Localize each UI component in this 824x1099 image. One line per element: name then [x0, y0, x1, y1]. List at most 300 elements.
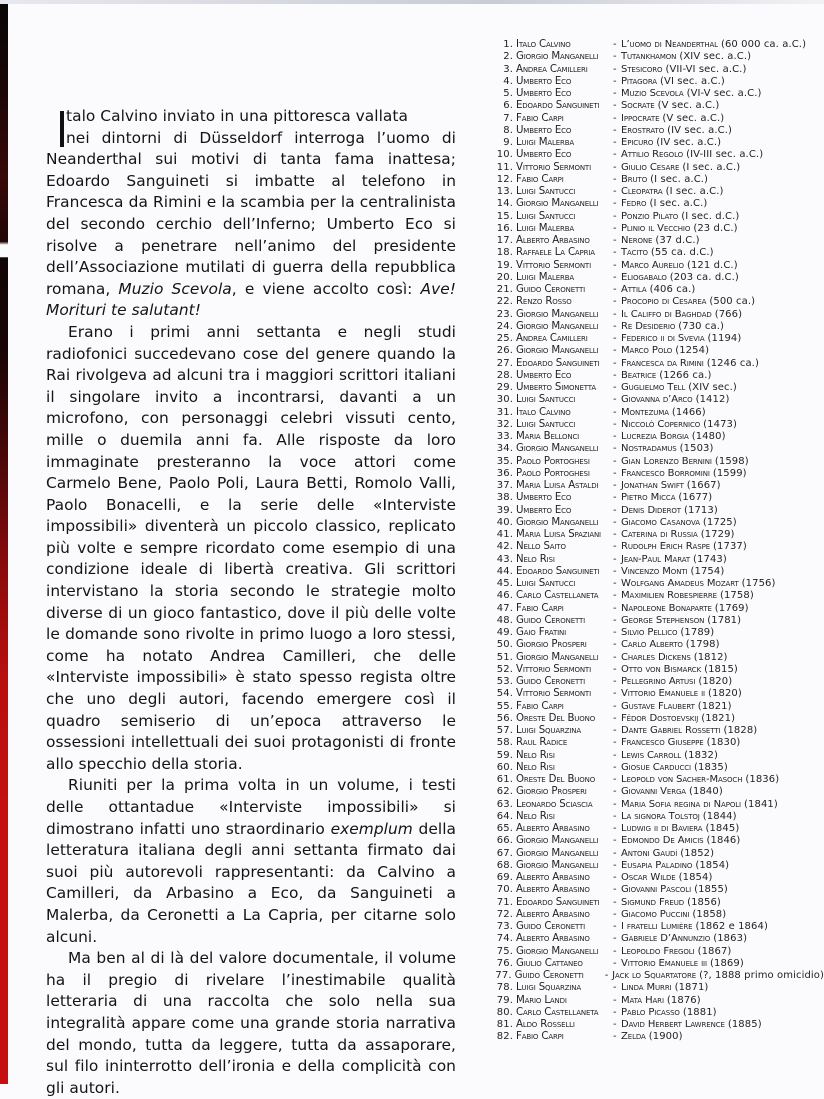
entry-separator: -	[613, 578, 617, 589]
entry-subject-name: Pietro Micca	[621, 492, 676, 504]
entry-subject-name: Attila	[621, 284, 647, 295]
entry-subject-name: L’uomo di Neanderthal	[621, 39, 718, 50]
entry-number: 8.	[503, 124, 513, 136]
entry-separator: -	[613, 173, 617, 185]
entry-subject-name: Giovanna d’Arco	[621, 394, 693, 406]
entry-date: (1832)	[684, 749, 718, 761]
entry-number: 18.	[496, 247, 513, 259]
index-entry	[494, 174, 824, 186]
entry-number: 61.	[496, 774, 513, 785]
entry-subject	[621, 64, 746, 76]
entry-number: 4.	[503, 75, 513, 87]
entry-number: 35.	[496, 455, 513, 467]
entry-separator: -	[613, 88, 617, 99]
entry-separator: -	[613, 982, 617, 994]
drop-cap-i	[60, 111, 64, 147]
entry-separator: -	[613, 75, 617, 87]
index-entry	[494, 603, 824, 615]
entry-date: (500 ca.)	[709, 296, 756, 308]
entry-separator: -	[613, 369, 617, 381]
entry-subject	[621, 358, 759, 370]
entry-separator: -	[613, 872, 617, 883]
entry-author: Umberto Eco	[516, 504, 572, 516]
entry-subject-name: Francesco Giuseppe	[621, 737, 704, 749]
entry-subject	[621, 480, 721, 492]
entry-subject-name: Ippocrate	[621, 112, 660, 124]
entry-separator: -	[613, 712, 617, 724]
entry-subject-name: Antoni Gaudí	[621, 847, 678, 859]
entry-separator: -	[613, 896, 617, 908]
index-entry	[494, 382, 824, 394]
entry-date: (1758)	[719, 590, 754, 602]
entry-subject	[621, 247, 714, 259]
entry-subject-name: Lucrezia Borgia	[621, 431, 689, 442]
paragraph-2: Erano i primi anni settanta e negli studi radiofonici succedevano cose del genere quando la Rai rivolgeva ad alcuni tra i maggiori scrittori italiani il singolare invito a incontrarsi, davanti a un microfono, con personaggi celebri vissuti cento, mille o duemila anni fa. Alle risposte da loro immaginate presteranno la voce attori come Carmelo Bene, Paolo Poli, Laura Betti, Romolo Valli, Paolo Bonacelli, e la serie delle «Interviste impossibili» diventerà un piccolo classico, replicato più volte e sempre ricordato come esempio di una condizione ideale di libertà creativa. Gli scrittori intervistano la storia secondo le strategie molto diverse di un gioco fantastico, dove il più delle volte le domande sono rivolte in primo luogo a loro stessi, come ha notato Andrea Camilleri, che delle «Interviste impossibili» è stato spesso regista oltre che uno degli autori, facendo emergere così il quadro semiserio di un’epoca attraverso le ossessioni intellettuali dei suoi protagonisti di fronte allo specchio della storia.	[46, 322, 456, 773]
entry-author: Leonardo Sciascia	[516, 798, 593, 810]
entry-date: (1855)	[694, 884, 728, 896]
entry-number: 5.	[503, 88, 513, 99]
entry-author: Fabio Carpi	[516, 700, 564, 712]
entry-number: 40.	[496, 516, 513, 528]
entry-subject-name: Giacomo Casanova	[621, 516, 700, 528]
entry-number: 37.	[496, 480, 513, 491]
entry-author: Edoardo Sanguineti	[516, 100, 600, 112]
entry-number: 22.	[496, 296, 513, 308]
entry-separator: -	[613, 541, 617, 553]
entry-subject	[621, 762, 728, 774]
index-entry	[494, 64, 824, 76]
entry-date: (1737)	[713, 541, 747, 553]
entry-number: 21.	[496, 284, 513, 295]
entry-separator: -	[613, 198, 617, 210]
paragraph-4: Ma ben al di là del valore documentale, il volume ha il pregio di rivelare l’inestimabile qualità letteraria di una raccolta che solo nella sua integralità appare come una grande storia narrativa del mondo, tutta da leggere, tutta da assaporare, sul filo ininterrotto dell’ironia e della complicità con gli autori.	[46, 949, 456, 1097]
index-entry	[494, 284, 824, 296]
entry-separator: -	[613, 467, 617, 479]
entry-subject	[621, 860, 729, 872]
entry-author: Umberto Eco	[516, 124, 572, 136]
index-entry	[494, 443, 824, 455]
paragraph-3: Riuniti per la prima volta in un volume, i testi delle ottantadue «Interviste impossibili» si dimostrano infatti uno straordinario exemplum della letteratura italiana degli anni settanta firmato dai suoi più autorevoli rappresentanti: da Calvino a Camilleri, da Arbasino a Eco, da Sanguineti a Malerba, da Ceronetti a La Capria, per citarne solo alcuni.	[46, 776, 457, 946]
entry-author: Italo Calvino	[516, 406, 571, 418]
entry-number: 43.	[496, 553, 513, 565]
entry-date: (I sec. a.C.)	[665, 186, 724, 197]
entry-subject	[621, 456, 749, 468]
entry-separator: -	[613, 651, 617, 663]
entry-subject-name: Jonathan Swift	[621, 480, 684, 491]
index-entry	[494, 505, 824, 517]
entry-subject	[621, 884, 728, 896]
entry-number: 3.	[503, 63, 513, 75]
entry-subject	[621, 627, 714, 639]
entry-number: 15.	[496, 210, 513, 222]
entry-subject	[621, 394, 729, 406]
entry-date: (1876)	[666, 994, 701, 1006]
entry-separator: -	[613, 431, 617, 442]
entry-author: Giorgio Manganelli	[516, 516, 599, 528]
entry-subject	[621, 272, 739, 284]
entry-date: (1856)	[687, 896, 721, 908]
entry-date: (37 d.C.)	[655, 235, 700, 246]
entry-separator: -	[613, 247, 617, 259]
entry-subject	[621, 774, 779, 786]
entry-number: 10.	[496, 149, 513, 161]
entry-subject-name: Giosue Carducci	[621, 761, 691, 773]
entry-author: Giorgio Manganelli	[516, 835, 599, 847]
index-entry	[494, 848, 824, 860]
entry-date: (1881)	[682, 1006, 717, 1018]
entry-separator: -	[613, 663, 617, 675]
entry-number: 73.	[496, 921, 513, 932]
entry-number: 42.	[496, 541, 513, 553]
index-entry	[494, 431, 824, 443]
entry-author: Nello Saito	[516, 541, 566, 553]
entry-subject	[621, 982, 708, 994]
entry-author: Guido Ceronetti	[516, 284, 586, 295]
entry-subject	[621, 113, 724, 125]
entry-subject	[621, 566, 724, 578]
entry-date: (1871)	[674, 982, 709, 994]
entry-date: (IV sec. a.C.)	[667, 124, 732, 136]
entry-author: Giorgio Manganelli	[516, 308, 599, 320]
entry-author: Giulio Cattaneo	[516, 957, 583, 969]
entry-separator: -	[613, 945, 617, 957]
entry-author: Giorgio Manganelli	[516, 443, 599, 455]
entry-number: 1.	[503, 39, 513, 50]
entry-subject-name: Guglielmo Tell	[621, 382, 686, 393]
entry-author: Umberto Eco	[516, 369, 572, 381]
entry-author: Luigi Malerba	[516, 137, 574, 148]
entry-author: Guido Ceronetti	[516, 614, 586, 626]
index-entry	[494, 750, 824, 762]
entry-subject	[621, 946, 731, 958]
entry-subject-name: Tacito	[621, 247, 648, 259]
top-edge-rule	[0, 0, 824, 4]
entry-author: Fabio Carpi	[516, 1031, 564, 1043]
entry-separator: -	[613, 443, 617, 455]
paragraph-1	[46, 106, 456, 322]
entry-number: 33.	[496, 431, 513, 442]
entry-author: Umberto Eco	[516, 149, 572, 161]
entry-subject	[621, 835, 740, 847]
entry-subject-name: Procopio di Cesarea	[621, 296, 707, 308]
index-entry	[494, 884, 824, 896]
entry-author: Umberto Simonetta	[516, 382, 596, 393]
entry-subject	[621, 799, 778, 811]
entry-author: Guido Ceronetti	[514, 970, 584, 981]
entry-date: (1246 ca.)	[706, 357, 759, 369]
entry-date: (1789)	[680, 627, 715, 638]
entry-subject	[621, 897, 721, 909]
entry-separator: -	[613, 847, 617, 859]
index-entry	[494, 652, 824, 664]
index-entry	[494, 321, 824, 333]
entry-date: (1473)	[703, 418, 738, 430]
entry-number: 48.	[496, 614, 513, 626]
entry-subject-name: Eusapia Paladino	[621, 859, 693, 871]
entry-author: Alberto Arbasino	[516, 933, 590, 945]
index-entry	[494, 223, 824, 235]
entry-separator: -	[613, 1006, 617, 1018]
index-entry	[494, 345, 824, 357]
entry-subject-name: Beatrice	[621, 369, 657, 381]
entry-author: Andrea Camilleri	[516, 333, 588, 344]
index-entry	[494, 198, 824, 210]
entry-author: Paolo Portoghesi	[516, 455, 590, 467]
entry-author: Maria Bellonci	[516, 431, 580, 442]
entry-number: 80.	[496, 1006, 513, 1018]
entry-separator: -	[613, 602, 617, 614]
entry-subject-name: Leopoldo Fregoli	[621, 945, 695, 957]
entry-separator: -	[613, 516, 617, 528]
entry-separator: -	[613, 271, 617, 283]
index-entry	[494, 113, 824, 125]
index-entry	[494, 676, 824, 688]
entry-separator: -	[613, 284, 617, 295]
entry-number: 7.	[503, 112, 513, 124]
entry-subject-name: Vittorio Emanuele iii	[621, 957, 707, 969]
entry-author: Alberto Arbasino	[516, 884, 590, 896]
entry-author: Luigi Squarzina	[516, 725, 581, 736]
entry-number: 62.	[496, 786, 513, 798]
entry-subject	[621, 786, 723, 798]
entry-date: (VI sec. a.C.)	[660, 75, 725, 87]
entry-author: Vittorio Sermonti	[516, 663, 591, 675]
entry-separator: -	[613, 676, 617, 687]
entry-author: Maria Luisa Spaziani	[516, 529, 601, 540]
entry-number: 77.	[495, 970, 512, 981]
index-entry	[494, 958, 824, 970]
entry-separator: -	[613, 823, 617, 834]
entry-separator: -	[613, 688, 617, 700]
entry-number: 30.	[496, 394, 513, 406]
entry-subject	[621, 909, 726, 921]
entry-number: 59.	[496, 749, 513, 761]
entry-author: Guido Ceronetti	[516, 921, 586, 932]
entry-author: Luigi Squarzina	[516, 982, 581, 994]
entry-number: 32.	[496, 418, 513, 430]
entry-date: (XIV sec.)	[688, 382, 737, 393]
entry-subject-name: Giacomo Puccini	[621, 908, 690, 920]
description-text	[46, 106, 456, 1099]
entry-number: 39.	[496, 504, 513, 516]
entry-subject-name: David Herbert Lawrence	[621, 1019, 725, 1030]
entry-separator: -	[613, 957, 617, 969]
entry-date: (1815)	[704, 663, 738, 675]
entry-separator: -	[613, 492, 617, 504]
entry-separator: -	[613, 406, 617, 418]
entry-separator: -	[613, 921, 617, 932]
entry-date: (1862 e 1864)	[695, 921, 768, 932]
entry-date: (1900)	[648, 1031, 683, 1043]
entry-subject-name: Giulio Cesare	[621, 161, 680, 173]
index-entry	[494, 982, 824, 994]
entry-number: 60.	[496, 761, 513, 773]
index-entry	[494, 823, 824, 835]
entry-subject	[621, 88, 761, 100]
index-entry	[494, 296, 824, 308]
entry-author: Vittorio Sermonti	[516, 161, 591, 173]
entry-separator: -	[613, 627, 617, 638]
red-spine-strip	[0, 4, 8, 1084]
index-entry	[494, 639, 824, 651]
entry-subject-name: Gian Lorenzo Bernini	[621, 455, 712, 467]
entry-author: Alberto Arbasino	[516, 908, 590, 920]
entry-author: Italo Calvino	[516, 39, 571, 50]
index-entry	[494, 260, 824, 272]
entry-author: Fabio Carpi	[516, 602, 564, 614]
entry-author: Renzo Rosso	[516, 296, 572, 308]
entry-separator: -	[613, 320, 617, 332]
entry-number: 58.	[496, 737, 513, 749]
index-entry	[494, 590, 824, 602]
entry-subject-name: Nerone	[621, 235, 653, 246]
entry-number: 49.	[496, 627, 513, 638]
entry-subject	[621, 149, 763, 161]
entry-author: Luigi Malerba	[516, 222, 574, 234]
index-entry	[494, 419, 824, 431]
index-entry	[494, 541, 824, 553]
entry-number: 44.	[496, 565, 513, 577]
index-entry	[494, 774, 824, 786]
entry-subject-name: Niccolò Copernico	[621, 418, 701, 430]
index-entry	[494, 578, 824, 590]
entry-subject	[621, 505, 718, 517]
entry-author: Carlo Castellaneta	[516, 590, 599, 602]
entry-number: 25.	[496, 333, 513, 344]
entry-subject-name: Francesco Borromini	[621, 467, 710, 479]
entry-date: (VII-VI sec. a.C.)	[665, 63, 747, 75]
entry-subject-name: Napoleone Bonaparte	[621, 602, 712, 614]
entry-subject-name: George Stephenson	[621, 614, 705, 626]
entry-author: Luigi Santucci	[516, 418, 576, 430]
entry-subject	[621, 260, 738, 272]
entry-author: Giorgio Prosperi	[516, 786, 587, 798]
entry-subject	[621, 603, 749, 615]
entry-subject	[621, 615, 741, 627]
entry-subject-name: Giovanni Pascoli	[621, 884, 692, 896]
entry-subject-name: Ludwig ii di Baviera	[621, 823, 703, 834]
entry-date: (55 ca. d.C.)	[650, 247, 714, 259]
entry-subject-name: Il Califfo di Baghdad	[621, 308, 712, 320]
entry-number: 20.	[496, 271, 513, 283]
entry-subject	[621, 370, 712, 382]
index-entry	[494, 211, 824, 223]
entry-subject	[621, 284, 695, 296]
entry-separator: -	[613, 835, 617, 847]
entry-date: (23 d.C.)	[693, 222, 738, 234]
entry-number: 36.	[496, 467, 513, 479]
entry-subject-name: Montezuma	[621, 406, 669, 418]
index-entry	[494, 394, 824, 406]
index-entry	[494, 799, 824, 811]
entry-author: Luigi Santucci	[516, 186, 576, 197]
entry-subject	[621, 198, 707, 210]
index-entry	[494, 897, 824, 909]
entry-subject-name: Wolfgang Amadeus Mozart	[621, 578, 739, 589]
entry-date: (1677)	[678, 492, 713, 504]
entry-number: 68.	[496, 859, 513, 871]
entry-number: 23.	[496, 308, 513, 320]
index-entry	[494, 946, 824, 958]
italic-muzio-scevola: Muzio Scevola	[118, 279, 232, 298]
entry-author: Fabio Carpi	[516, 112, 564, 124]
entry-subject	[621, 309, 742, 321]
entry-subject-name: Ponzio Pilato	[621, 210, 679, 222]
entry-author: Oreste Del Buono	[516, 774, 596, 785]
entry-subject	[621, 431, 726, 443]
entry-number: 74.	[496, 933, 513, 945]
index-entry	[494, 860, 824, 872]
entry-subject	[621, 995, 701, 1007]
entry-separator: -	[613, 565, 617, 577]
entry-author: Umberto Eco	[516, 75, 572, 87]
entry-date: (1852)	[680, 847, 715, 859]
entry-author: Giorgio Prosperi	[516, 639, 587, 651]
entry-author: Umberto Eco	[516, 492, 572, 504]
entry-separator: -	[613, 149, 617, 161]
index-entry	[494, 529, 824, 541]
index-entry	[494, 737, 824, 749]
entry-number: 17.	[496, 235, 513, 246]
entry-subject-name: Plinio il Vecchio	[621, 222, 691, 234]
entry-author: Alberto Arbasino	[516, 823, 590, 834]
index-entry	[494, 51, 824, 63]
index-entry	[494, 627, 824, 639]
entry-subject	[621, 872, 712, 884]
entry-subject-name: Epicuro	[621, 137, 654, 148]
entry-separator: -	[613, 908, 617, 920]
entry-subject	[621, 211, 739, 223]
entry-subject	[621, 823, 739, 835]
index-entry	[494, 309, 824, 321]
entry-subject-name: Denis Diderot	[621, 504, 681, 516]
entry-subject-name: Charles Dickens	[621, 651, 691, 663]
entry-subject-name: Cleopatra	[621, 186, 663, 197]
entry-date: (1743)	[693, 553, 727, 565]
entry-author: Giorgio Manganelli	[516, 847, 599, 859]
entry-separator: -	[613, 124, 617, 136]
entry-date: (1599)	[712, 467, 747, 479]
index-entry	[494, 701, 824, 713]
entry-subject	[621, 1031, 683, 1043]
entry-subject	[621, 725, 757, 737]
entry-author: Giorgio Manganelli	[516, 651, 599, 663]
entry-number: 52.	[496, 663, 513, 675]
entry-separator: -	[613, 639, 617, 651]
entry-author: Alberto Arbasino	[516, 872, 590, 883]
index-entry	[494, 247, 824, 259]
entry-separator: -	[613, 137, 617, 148]
entry-author: Luigi Santucci	[516, 210, 576, 222]
entry-subject-name: Pellegrino Artusi	[621, 676, 696, 687]
index-entry	[494, 1007, 824, 1019]
entry-subject	[621, 933, 747, 945]
entry-subject	[621, 737, 740, 749]
index-entry	[494, 468, 824, 480]
entry-subject	[621, 713, 735, 725]
entry-number: 69.	[496, 872, 513, 883]
entry-separator: -	[613, 222, 617, 234]
entry-subject	[621, 921, 768, 933]
entry-date: (1841)	[744, 798, 778, 810]
entry-subject-name: Gabriele D’Annunzio	[621, 933, 711, 945]
index-entry	[494, 333, 824, 345]
entry-date: (1885)	[727, 1019, 762, 1030]
entry-author: Nelo Risi	[516, 553, 555, 565]
entry-subject	[621, 174, 708, 186]
index-entry	[494, 76, 824, 88]
entry-separator: -	[613, 798, 617, 810]
